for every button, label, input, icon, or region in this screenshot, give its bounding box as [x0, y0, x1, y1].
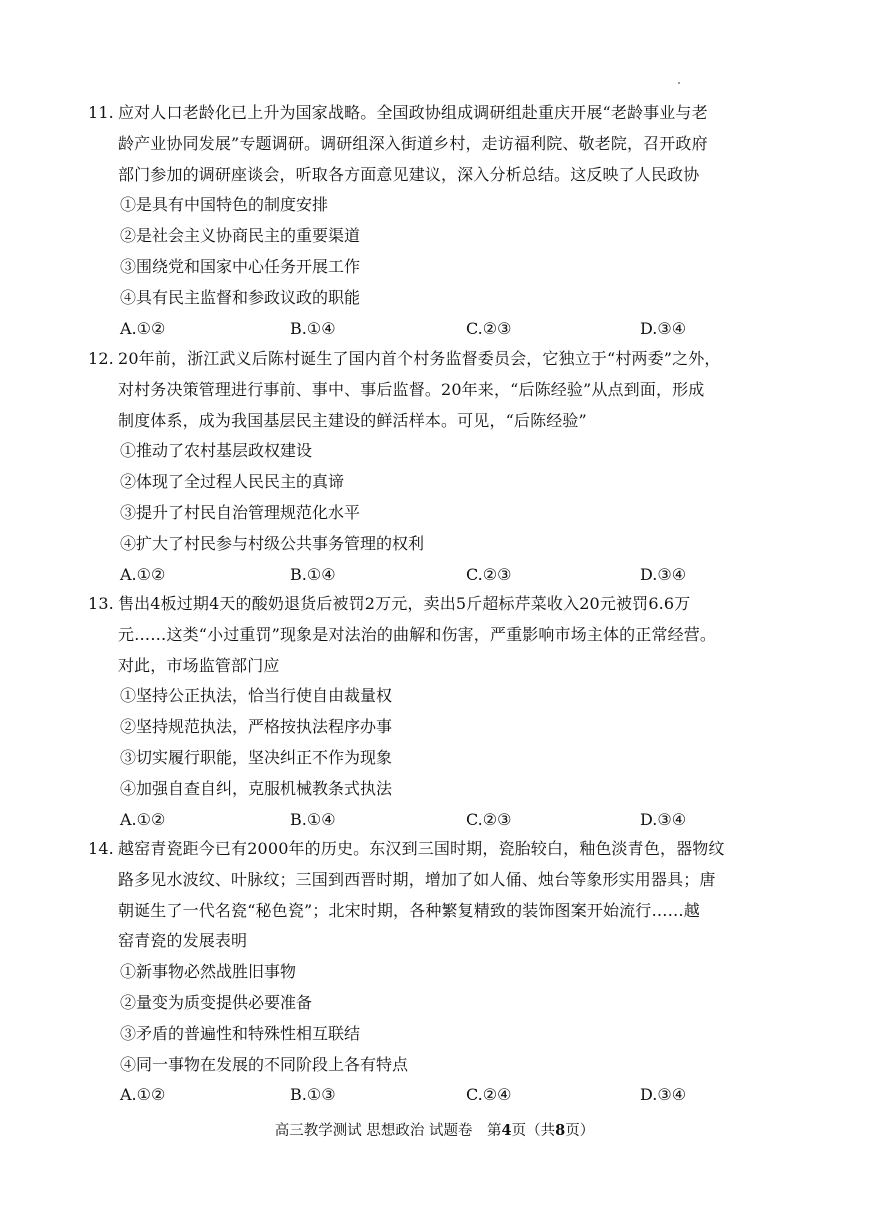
- statement-option: ①坚持公正执法，恰当行使自由裁量权: [120, 686, 393, 706]
- choice-d: D.③④: [640, 809, 687, 829]
- statement-option: ④加强自查自纠，克服机械教条式执法: [120, 778, 393, 798]
- statement-option: ④具有民主监督和参政议政的职能: [120, 287, 361, 307]
- answer-choices: [118, 805, 778, 836]
- choice-d: D.③④: [640, 564, 687, 584]
- answer-choices: [118, 1080, 778, 1111]
- question-stem: 13. 售出4板过期4天的酸奶退货后被罚2万元，卖出5斤超标芹菜收入20元被罚6.6万 元……这类“小过重罚”现象是对法治的曲解和伤害，严重影响市场主体的正常经营。 对此，市场监管部门应: [118, 589, 778, 681]
- statement-option: ③提升了村民自治管理规范化水平: [120, 502, 361, 522]
- question-11: [88, 98, 778, 344]
- page-footer: 高三教学测试 思想政治 试题卷 第4页（共8页）: [274, 1122, 595, 1139]
- scan-speck: [678, 82, 680, 84]
- choice-c: C.②④: [466, 1085, 512, 1105]
- statement-option: ②体现了全过程人民民主的真谛: [120, 472, 345, 492]
- choice-c: C.②③: [466, 318, 512, 338]
- current-page-number: 4: [501, 1122, 512, 1139]
- question-stem: 12. 20年前，浙江武义后陈村诞生了国内首个村务监督委员会，它独立于“村两委”之外， 对村务决策管理进行事前、事中、事后监督。20年来，“后陈经验”从点到面，形成 制度体系，成为我国基层民主建设的鲜活样本。可见，“后陈经验”: [118, 344, 778, 436]
- choice-a: A.①②: [120, 809, 166, 829]
- statement-option: ②量变为质变提供必要准备: [120, 992, 313, 1012]
- answer-choices: [118, 314, 778, 345]
- choice-b: B.①④: [290, 564, 336, 584]
- choice-c: C.②③: [466, 809, 512, 829]
- question-number: 11.: [88, 103, 114, 122]
- choice-c: C.②③: [466, 564, 512, 584]
- statement-option: ③围绕党和国家中心任务开展工作: [120, 256, 361, 276]
- statement-option: ①推动了农村基层政权建设: [120, 441, 313, 461]
- question-number: 12.: [88, 349, 114, 368]
- answer-choices: [118, 560, 778, 591]
- statement-option: ③切实履行职能，坚决纠正不作为现象: [120, 747, 393, 767]
- choice-a: A.①②: [120, 564, 166, 584]
- question-13: [88, 589, 778, 835]
- total-pages-number: 8: [555, 1122, 566, 1139]
- choice-d: D.③④: [640, 318, 687, 338]
- choice-d: D.③④: [640, 1085, 687, 1105]
- question-number: 13.: [88, 594, 114, 613]
- question-stem: 11. 应对人口老龄化已上升为国家战略。全国政协组成调研组赴重庆开展“老龄事业与老 龄产业协同发展”专题调研。调研组深入街道乡村，走访福利院、敬老院，召开政府 部门参加的调研座谈会，听取各方面意见建议，深入分析总结。这反映了人民政协: [118, 98, 778, 190]
- statement-option: ①新事物必然战胜旧事物: [120, 962, 297, 982]
- question-12: [88, 344, 778, 590]
- choice-a: A.①②: [120, 1085, 166, 1105]
- statement-option: ②是社会主义协商民主的重要渠道: [120, 226, 361, 246]
- statement-option: ③矛盾的普遍性和特殊性相互联结: [120, 1023, 361, 1043]
- question-14: [88, 834, 778, 1111]
- statement-option: ①是具有中国特色的制度安排: [120, 195, 329, 215]
- question-stem: 14. 越窑青瓷距今已有2000年的历史。东汉到三国时期，瓷胎较白，釉色淡青色，器物纹 路多见水波纹、叶脉纹；三国到西晋时期，增加了如人俑、烛台等象形实用器具；唐 朝诞生了一代名瓷“秘色瓷”；北宋时期，各种繁复精致的装饰图案开始流行……越 窑青瓷的发展表明: [118, 834, 778, 957]
- choice-b: B.①③: [290, 1085, 336, 1105]
- statement-option: ②坚持规范执法，严格按执法程序办事: [120, 717, 393, 737]
- statement-option: ④扩大了村民参与村级公共事务管理的权利: [120, 533, 425, 553]
- statement-option: ④同一事物在发展的不同阶段上各有特点: [120, 1054, 409, 1074]
- choice-b: B.①④: [290, 318, 336, 338]
- choice-a: A.①②: [120, 318, 166, 338]
- question-number: 14.: [88, 839, 114, 858]
- choice-b: B.①④: [290, 809, 336, 829]
